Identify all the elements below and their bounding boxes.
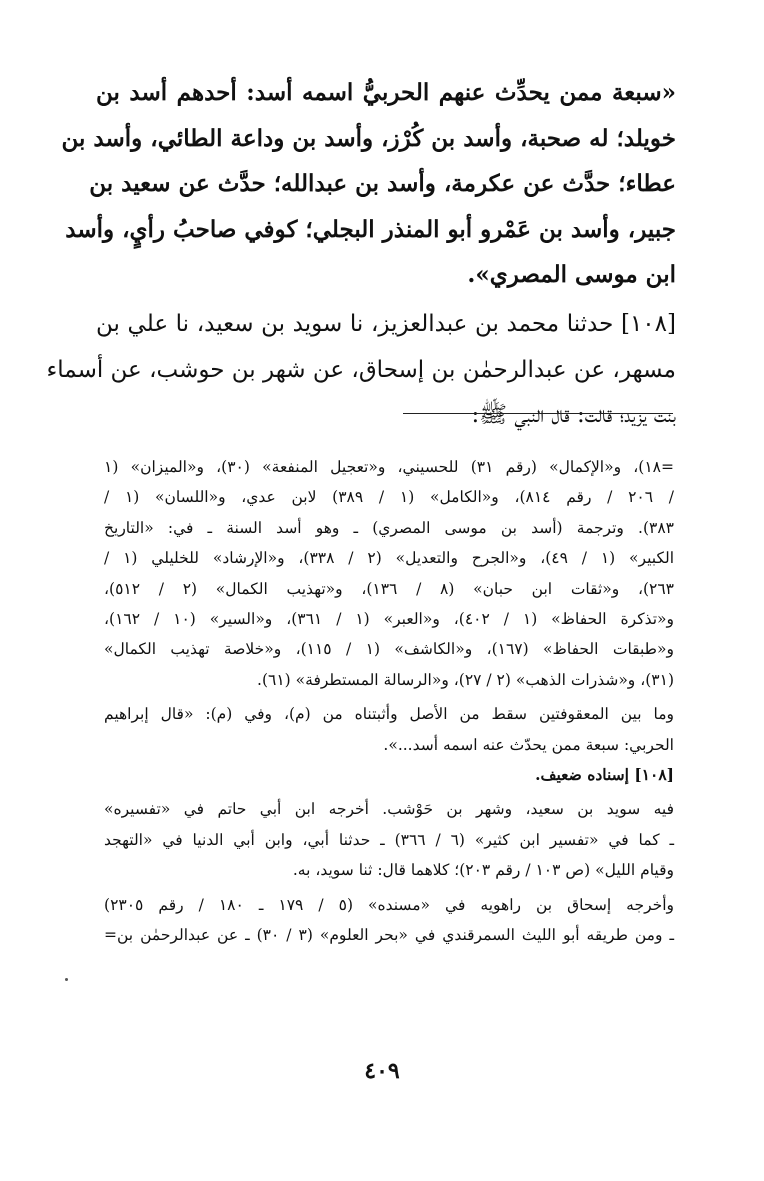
footnote-line: فيه سويد بن سعيد، وشهر بن حَوْشب. أخرجه ابن أبي حاتم في «تفسيره» xyxy=(104,800,674,819)
quote-line: ابن موسى المصري». xyxy=(467,261,676,289)
takhrij-paragraph-2 xyxy=(104,890,674,951)
footnote-references xyxy=(104,452,674,695)
quote-line: «سبعة ممن يحدِّث عنهم الحربيُّ اسمه أسد: أحدهم أسد بن xyxy=(96,79,676,106)
footnote-line: / ٢٠٦ / رقم ٨١٤)، و«الكامل» (١ / ٣٨٩) لابن عدي، و«اللسان» (١ / xyxy=(104,488,675,507)
page-number: ٤٠٩ xyxy=(364,1058,400,1084)
stray-dot xyxy=(65,978,68,981)
quote-paragraph xyxy=(61,70,676,298)
quote-line: خويلد؛ له صحبة، وأسد بن كُرْز، وأسد بن وداعة الطائي، وأسد بن xyxy=(61,124,676,152)
footnote-line: ـ كما في «تفسير ابن كثير» (٦ / ٣٦٦) ـ حدثنا أبي، وابن أبي الدنيا في «التهجد xyxy=(104,830,674,849)
footnote-line: الحربي: سبعة ممن يحدّث عنه اسمه أسد...». xyxy=(383,735,674,754)
quote-line: عطاء؛ حدَّث عن عكرمة، وأسد بن عبدالله؛ حدَّث عن سعيد بن xyxy=(89,170,676,198)
footnote-line: (٣١)، و«شذرات الذهب» (٢ / ٢٧)، و«الرسالة المستطرفة» (٦١). xyxy=(257,670,674,689)
footnote-line: ـ ومن طريقه أبو الليث السمرقندي في «بحر العلوم» (٣ / ٣٠) ـ عن عبدالرحمٰن بن= xyxy=(104,926,674,945)
footnote-line: و«تذكرة الحفاظ» (١ / ٤٠٢)، و«العبر» (١ / ٣٦١)، و«السير» (١٠ / ١٦٢)، xyxy=(104,610,674,629)
isnad-heading: [١٠٨] إسناده ضعيف. xyxy=(535,765,674,785)
footnote-line: و«طبقات الحفاظ» (١٦٧)، و«الكاشف» (١ / ١١٥)، و«خلاصة تهذيب الكمال» xyxy=(104,640,674,659)
footnote-line: =١٨)، و«الإكمال» (رقم ٣١) للحسيني، و«تعجيل المنفعة» (٣٠)، و«الميزان» (١ xyxy=(104,458,674,476)
footnote-line: وما بين المعقوفتين سقط من الأصل وأثبتناه من (م)، وفي (م): «قال إبراهيم xyxy=(104,705,674,724)
hadith-line: [١٠٨] حدثنا محمد بن عبدالعزيز، نا سويد بن سعيد، نا علي بن xyxy=(96,310,676,337)
quote-line: جبير، وأسد بن عَمْرو أبو المنذر البجلي؛ كوفي صاحبُ رأيٍ، وأسد xyxy=(65,215,676,243)
footnote-line: ٢٦٣)، و«ثقات ابن حبان» (٨ / ١٣٦)، و«تهذيب الكمال» (٢ / ٥١٢)، xyxy=(104,579,675,598)
isnad-heading-block xyxy=(104,760,674,790)
page-body xyxy=(46,70,676,439)
hadith-paragraph xyxy=(46,302,676,439)
footnote-note xyxy=(104,699,674,760)
footnote-divider xyxy=(403,413,673,414)
footnote-line: الكبير» (١ / ٤٩)، و«الجرح والتعديل» (٢ / ٣٣٨)، و«الإرشاد» للخليلي (١ / xyxy=(104,549,675,568)
footnote-line: وقيام الليل» (ص ١٠٣ / رقم ٢٠٣)؛ كلاهما قال: ثنا سويد، به. xyxy=(292,861,674,880)
hadith-line: بنت يزيد؛ قالت: قال النبي ﷺ: xyxy=(471,402,676,429)
footnotes-section xyxy=(104,452,674,951)
footnote-line: ٣٨٣). وترجمة (أسد بن موسى المصري) ـ وهو أسد السنة ـ في: «التاريخ xyxy=(104,518,674,537)
takhrij-paragraph-1 xyxy=(104,794,674,885)
hadith-line: مسهر، عن عبدالرحمٰن بن إسحاق، عن شهر بن حوشب، عن أسماء xyxy=(46,356,676,383)
footnote-line: وأخرجه إسحاق بن راهويه في «مسنده» (٥ / ١٧٩ ـ ١٨٠ / رقم ٢٣٠٥) xyxy=(104,895,674,914)
